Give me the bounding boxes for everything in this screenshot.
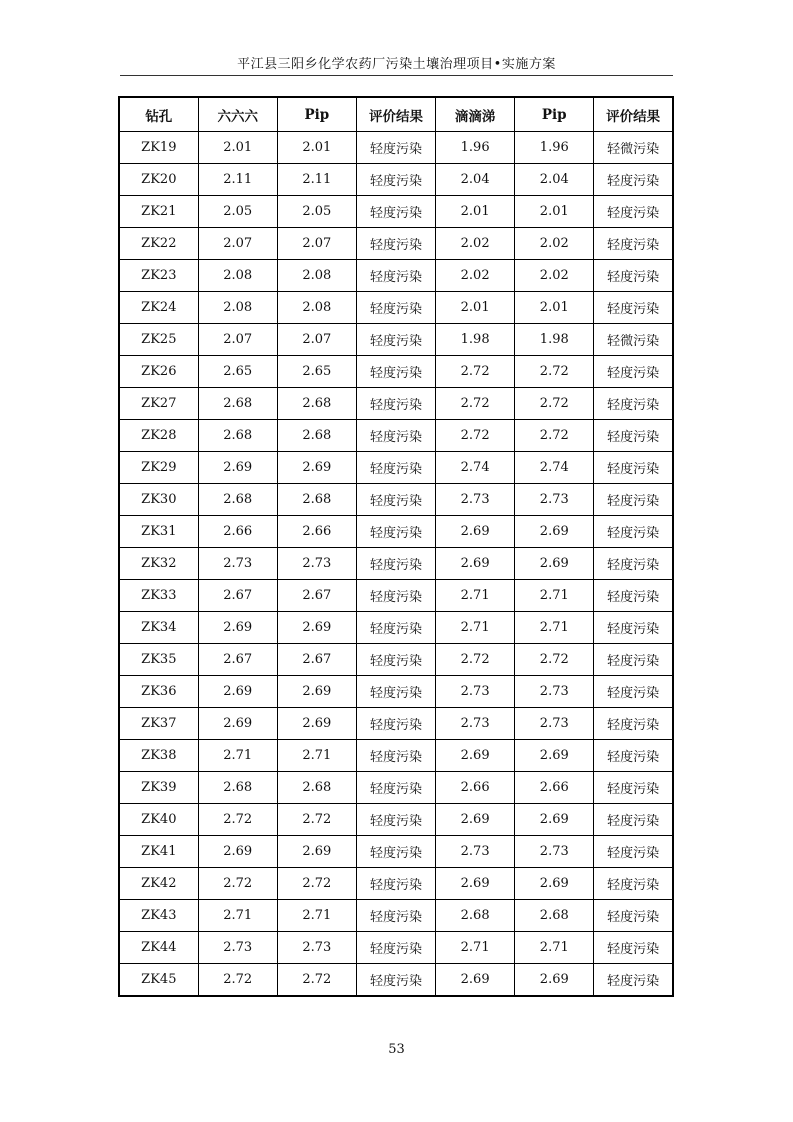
table-cell: ZK35 [119,644,198,676]
table-cell: 2.08 [198,292,277,324]
header-divider [120,75,673,76]
table-row [119,964,673,997]
table-cell: ZK37 [119,708,198,740]
page-number: 53 [388,1042,405,1057]
table-cell: 轻度污染 [356,260,435,292]
table-cell: 2.69 [198,708,277,740]
column-header: Pip [277,97,356,132]
table-cell: 2.68 [277,420,356,452]
table-cell: 2.69 [515,548,594,580]
table-cell: 轻度污染 [356,324,435,356]
table-cell: 轻度污染 [356,292,435,324]
table-cell: 轻度污染 [594,516,673,548]
table-cell: 轻度污染 [356,228,435,260]
table-cell: 轻度污染 [356,964,435,997]
table-cell: 2.68 [277,772,356,804]
table-cell: 轻度污染 [356,356,435,388]
table-cell: 2.02 [515,228,594,260]
table-cell: 2.08 [277,292,356,324]
table-cell: ZK42 [119,868,198,900]
table-cell: 2.72 [277,804,356,836]
table-cell: ZK24 [119,292,198,324]
table-cell: 轻度污染 [356,900,435,932]
table-cell: 2.73 [436,676,515,708]
table-cell: 轻度污染 [594,964,673,997]
table-cell: 2.73 [515,708,594,740]
table-cell: 轻度污染 [594,420,673,452]
table-cell: 2.72 [436,356,515,388]
table-cell: 轻度污染 [356,772,435,804]
table-cell: 轻度污染 [356,644,435,676]
table-cell: 1.98 [436,324,515,356]
table-cell: 轻度污染 [356,484,435,516]
table-row [119,132,673,164]
table-cell: 轻度污染 [356,516,435,548]
table-row [119,196,673,228]
table-cell: ZK27 [119,388,198,420]
table-cell: 2.11 [277,164,356,196]
table-cell: 2.65 [277,356,356,388]
table-cell: 2.73 [198,548,277,580]
table-cell: ZK39 [119,772,198,804]
table-cell: 2.74 [515,452,594,484]
table-row [119,548,673,580]
column-header: 钻孔 [119,97,198,132]
table-cell: 2.67 [277,580,356,612]
table-cell: 轻度污染 [594,548,673,580]
table-cell: ZK31 [119,516,198,548]
table-cell: 轻度污染 [356,548,435,580]
table-cell: 2.69 [277,708,356,740]
table-row [119,900,673,932]
table-cell: 2.72 [515,420,594,452]
table-row [119,804,673,836]
table-row [119,356,673,388]
table-cell: 2.73 [515,484,594,516]
table-cell: 2.72 [436,644,515,676]
table-cell: 2.73 [436,836,515,868]
table-cell: 轻度污染 [356,196,435,228]
table-cell: 2.69 [198,676,277,708]
table-cell: ZK38 [119,740,198,772]
table-cell: 2.69 [436,868,515,900]
table-cell: 轻度污染 [594,356,673,388]
table-cell: 2.69 [277,452,356,484]
table-cell: ZK20 [119,164,198,196]
table-row [119,260,673,292]
table-row [119,388,673,420]
table-cell: 2.72 [515,388,594,420]
table-cell: 2.68 [436,900,515,932]
table-cell: 2.69 [198,836,277,868]
table-row [119,452,673,484]
table-cell: 2.01 [277,132,356,164]
table-cell: 2.71 [436,612,515,644]
table-cell: 2.69 [515,868,594,900]
table-cell: 2.01 [515,292,594,324]
table-row [119,836,673,868]
table-cell: 2.68 [198,388,277,420]
table-cell: 轻度污染 [594,388,673,420]
table-cell: 轻度污染 [594,228,673,260]
column-header: 评价结果 [356,97,435,132]
table-cell: 轻度污染 [356,740,435,772]
table-cell: 轻度污染 [356,164,435,196]
table-cell: 2.69 [515,964,594,997]
table-cell: 轻度污染 [594,644,673,676]
table-cell: 2.01 [515,196,594,228]
table-cell: ZK32 [119,548,198,580]
table-cell: 轻度污染 [594,164,673,196]
table-cell: 2.73 [277,932,356,964]
table-cell: 轻度污染 [594,260,673,292]
table-cell: ZK45 [119,964,198,997]
table-cell: 2.02 [436,228,515,260]
table-cell: 2.08 [198,260,277,292]
column-header: 评价结果 [594,97,673,132]
table-cell: 2.72 [436,420,515,452]
table-cell: 2.68 [277,388,356,420]
table-cell: 2.68 [198,484,277,516]
table-cell: 轻度污染 [356,804,435,836]
table-cell: 2.68 [198,420,277,452]
table-cell: 轻度污染 [356,452,435,484]
table-cell: 轻度污染 [594,868,673,900]
table-cell: 2.04 [436,164,515,196]
table-cell: 2.07 [277,228,356,260]
table-row [119,644,673,676]
table-cell: 2.08 [277,260,356,292]
table-cell: 2.69 [277,612,356,644]
table-cell: 轻度污染 [356,132,435,164]
table-cell: 2.07 [198,324,277,356]
table-cell: ZK41 [119,836,198,868]
table-row [119,740,673,772]
table-cell: 2.07 [277,324,356,356]
table-cell: 2.69 [515,740,594,772]
table-row [119,772,673,804]
table-cell: 轻度污染 [594,580,673,612]
table-cell: 2.72 [515,644,594,676]
table-cell: 2.04 [515,164,594,196]
table-cell: 2.67 [198,580,277,612]
table-cell: ZK33 [119,580,198,612]
table-cell: ZK19 [119,132,198,164]
table-row [119,932,673,964]
table-cell: 2.69 [277,676,356,708]
table-row [119,516,673,548]
table-cell: 2.67 [277,644,356,676]
table-cell: 2.69 [436,740,515,772]
table-cell: 2.71 [515,580,594,612]
table-cell: ZK26 [119,356,198,388]
table-cell: ZK30 [119,484,198,516]
table-cell: 2.69 [436,548,515,580]
table-cell: 2.65 [198,356,277,388]
table-cell: ZK23 [119,260,198,292]
table-cell: 轻度污染 [594,292,673,324]
table-cell: ZK28 [119,420,198,452]
table-cell: 2.71 [277,900,356,932]
table-cell: 1.96 [436,132,515,164]
table-cell: 2.66 [515,772,594,804]
table-cell: 2.02 [515,260,594,292]
table-cell: 轻度污染 [594,740,673,772]
table-cell: 2.73 [198,932,277,964]
table-row [119,420,673,452]
table-cell: 2.69 [515,516,594,548]
table-cell: 轻度污染 [356,708,435,740]
table-cell: 2.69 [436,516,515,548]
table-cell: 2.69 [436,964,515,997]
table-cell: 2.71 [436,932,515,964]
table-cell: 轻微污染 [594,324,673,356]
table-cell: ZK34 [119,612,198,644]
evaluation-table [118,96,674,997]
table-cell: 2.05 [198,196,277,228]
table-cell: 2.71 [436,580,515,612]
table-cell: 轻度污染 [356,868,435,900]
table-cell: 2.11 [198,164,277,196]
table-body [119,132,673,997]
table-cell: 轻度污染 [594,452,673,484]
table-cell: 轻度污染 [356,420,435,452]
column-header: 六六六 [198,97,277,132]
table-cell: 2.71 [277,740,356,772]
table-cell: 2.69 [277,836,356,868]
table-cell: 轻度污染 [594,804,673,836]
table-cell: 轻度污染 [356,676,435,708]
table-cell: 2.72 [436,388,515,420]
table-cell: 2.72 [198,804,277,836]
table-cell: 轻度污染 [594,708,673,740]
header-row [119,97,673,132]
table-cell: 轻度污染 [594,836,673,868]
table-cell: ZK43 [119,900,198,932]
table-cell: 2.71 [515,612,594,644]
table-cell: 2.72 [277,868,356,900]
table-cell: ZK21 [119,196,198,228]
table-cell: 2.69 [515,804,594,836]
table-cell: 2.73 [515,836,594,868]
table-cell: 2.66 [436,772,515,804]
table-cell: 2.69 [436,804,515,836]
table-cell: 轻度污染 [594,484,673,516]
table-cell: 轻度污染 [594,676,673,708]
table-cell: 2.72 [198,868,277,900]
table-row [119,580,673,612]
table-cell: 轻度污染 [594,900,673,932]
table-cell: 2.67 [198,644,277,676]
table-row [119,676,673,708]
table-cell: 1.96 [515,132,594,164]
table-cell: 轻度污染 [594,196,673,228]
table-cell: 2.71 [198,900,277,932]
table-cell: 1.98 [515,324,594,356]
table-cell: 2.73 [436,484,515,516]
table-row [119,292,673,324]
table-cell: 轻度污染 [356,580,435,612]
table-cell: 2.07 [198,228,277,260]
table-row [119,484,673,516]
table-cell: 轻度污染 [356,932,435,964]
table-cell: ZK25 [119,324,198,356]
table-cell: 2.71 [515,932,594,964]
table-cell: 2.69 [198,452,277,484]
page-header-title: 平江县三阳乡化学农药厂污染土壤治理项目•实施方案 [237,57,556,72]
column-header: Pip [515,97,594,132]
table-cell: 2.73 [277,548,356,580]
table-cell: 2.73 [436,708,515,740]
table-cell: 2.01 [436,196,515,228]
table-cell: 2.68 [515,900,594,932]
table-cell: 2.02 [436,260,515,292]
table-cell: 轻度污染 [594,932,673,964]
table-cell: 轻度污染 [594,612,673,644]
table-cell: 2.72 [277,964,356,997]
table-cell: 2.01 [198,132,277,164]
table-cell: ZK29 [119,452,198,484]
table-cell: 2.05 [277,196,356,228]
table-cell: 轻微污染 [594,132,673,164]
table-cell: 2.69 [198,612,277,644]
table-row [119,324,673,356]
table-row [119,708,673,740]
table-cell: 轻度污染 [594,772,673,804]
table-cell: 2.68 [198,772,277,804]
table-cell: 轻度污染 [356,612,435,644]
table-cell: 轻度污染 [356,836,435,868]
table-cell: 2.74 [436,452,515,484]
table-cell: ZK36 [119,676,198,708]
table-cell: 2.72 [515,356,594,388]
table-cell: 2.73 [515,676,594,708]
table-row [119,612,673,644]
table-cell: 2.71 [198,740,277,772]
table-cell: ZK44 [119,932,198,964]
table-header [119,97,673,132]
table-row [119,164,673,196]
table-cell: 2.72 [198,964,277,997]
column-header: 滴滴涕 [436,97,515,132]
table-cell: 2.68 [277,484,356,516]
table-cell: 2.66 [198,516,277,548]
table-cell: ZK40 [119,804,198,836]
table-row [119,868,673,900]
table-cell: 轻度污染 [356,388,435,420]
table-cell: 2.01 [436,292,515,324]
table-cell: ZK22 [119,228,198,260]
table-row [119,228,673,260]
table-cell: 2.66 [277,516,356,548]
